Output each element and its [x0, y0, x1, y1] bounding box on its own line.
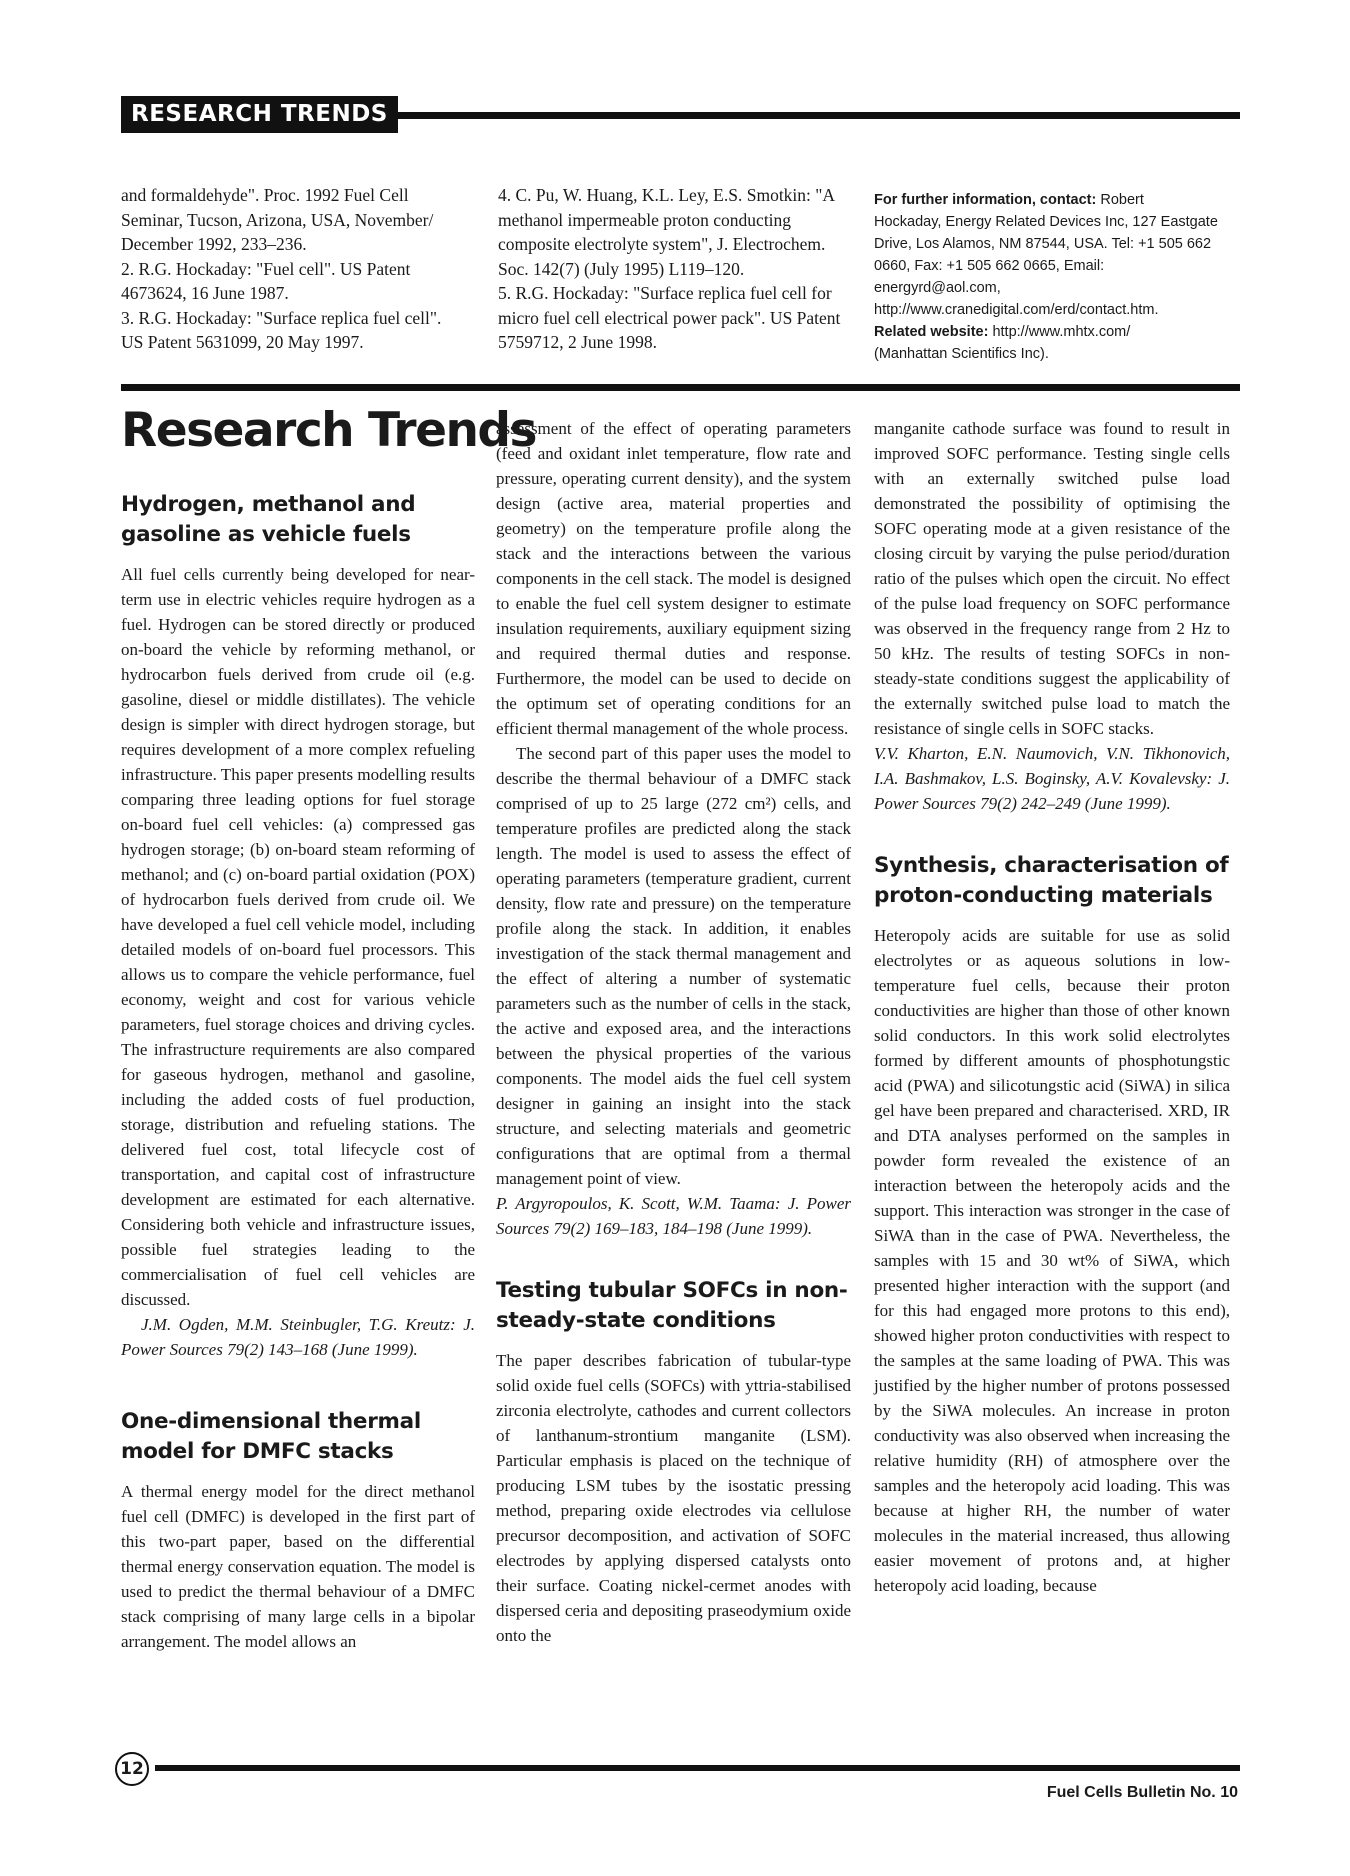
article-heading: Testing tubular SOFCs in non-steady-state conditions: [496, 1278, 848, 1333]
contact-line: 0660, Fax: +1 505 662 0665, Email:: [874, 258, 1105, 274]
article-citation: J.M. Ogden, M.M. Steinbugler, T.G. Kreutz: J. Power Sources 79(2) 143–168 (June 1999).: [121, 1315, 475, 1359]
article-column-2: [496, 416, 851, 1648]
reference-line: 4. C. Pu, W. Huang, K.L. Ley, E.S. Smotkin: "A: [498, 185, 836, 205]
journal-name: Fuel Cells Bulletin No. 10: [1046, 1784, 1238, 1801]
reference-line: composite electrolyte system", J. Electrochem.: [498, 234, 826, 254]
contact-line: Drive, Los Alamos, NM 87544, USA. Tel: +1 505 662: [874, 236, 1212, 252]
article-body: assessment of the effect of operating parameters (feed and oxidant inlet temperature, flow rate and pressure, operating current density), and the system design (active area, material properties and geometry) on the temperature profile along the stack and the interactions between the various components in the cell stack. The model is designed to enable the fuel cell system designer to estimate insulation requirements, auxiliary equipment sizing and required thermal duties and response. Furthermore, the model can be used to decide on the optimum set of operating conditions for an efficient thermal management of the whole process.: [496, 419, 851, 738]
references-column-2: [498, 183, 853, 355]
section-tag: RESEARCH TRENDS: [121, 96, 398, 133]
reference-line: 2. R.G. Hockaday: "Fuel cell". US Patent: [121, 258, 411, 279]
article-citation: V.V. Kharton, E.N. Naumovich, V.N. Tikhonovich, I.A. Bashmakov, L.S. Boginsky, A.V. Kovalevsky: J. Power Sources 79(2) 242–249 (June 1999).: [874, 744, 1230, 813]
contact-line: Hockaday, Energy Related Devices Inc, 127 Eastgate: [874, 214, 1218, 230]
reference-line: Soc. 142(7) (July 1995) L119–120.: [498, 258, 745, 279]
related-website-note: (Manhattan Scientifics Inc).: [874, 346, 1049, 362]
article-citation: P. Argyropoulos, K. Scott, W.M. Taama: J. Power Sources 79(2) 169–183, 184–198 (June 1999).: [496, 1194, 851, 1238]
article-body: The second part of this paper uses the model to describe the thermal behaviour of a DMFC stack comprised of up to 25 large (272 cm²) cells, and temperature profiles are predicted along the stack length. The model is used to assess the effect of operating parameters (temperature gradient, current density, flow rate and pressure) on the temperature profile along the stack. In addition, it enables investigation of the stack thermal management and the effect of altering a number of systematic parameters such as the number of cells in the stack, the active and exposed area, and the interactions between the physical properties of the various components. The model aids the fuel cell system designer in gaining an insight into the stack structure, and selecting materials and geometric configurations that are optimal from a thermal management point of view.: [496, 744, 851, 1188]
article-heading: One-dimensional thermal model for DMFC stacks: [121, 1409, 421, 1464]
contact-label: For further information, contact:: [874, 192, 1097, 208]
related-website-label: Related website:: [874, 324, 989, 340]
page-title: Research Trends: [121, 403, 537, 458]
spacer: [874, 816, 1230, 851]
reference-line: Seminar, Tucson, Arizona, USA, November/: [121, 209, 434, 230]
reference-line: December 1992, 233–236.: [121, 234, 307, 254]
header-rule: [395, 112, 1240, 119]
article-heading: Hydrogen, methanol and gasoline as vehicle fuels: [121, 492, 416, 547]
contact-email[interactable]: energyrd@aol.com,: [874, 280, 1001, 296]
page-number: 12: [115, 1752, 149, 1786]
contact-name: Robert: [1100, 192, 1144, 208]
reference-line: micro fuel cell electrical power pack". US Patent: [498, 307, 841, 328]
spacer: [496, 1241, 851, 1276]
contact-url[interactable]: http://www.cranedigital.com/erd/contact.htm.: [874, 302, 1159, 318]
reference-line: 3. R.G. Hockaday: "Surface replica fuel cell".: [121, 307, 442, 328]
article-column-3: [874, 416, 1230, 1598]
article-body: The paper describes fabrication of tubular-type solid oxide fuel cells (SOFCs) with yttria-stabilised zirconia electrolyte, cathodes and current collectors of lanthanum-strontium manganite (LSM). Particular emphasis is placed on the technique of producing LSM tubes by the isostatic pressing method, preparing oxide electrodes via cellulose precursor decomposition, and activation of SOFC electrodes by applying dispersed catalysts onto their surface. Coating nickel-cermet anodes with dispersed ceria and depositing praseodymium oxide onto the: [496, 1351, 851, 1645]
article-body: A thermal energy model for the direct methanol fuel cell (DMFC) is developed in the first part of this two-part paper, based on the differential thermal energy conservation equation. The model is used to predict the thermal behaviour of a DMFC stack comprising of many large cells in a bipolar arrangement. The model allows an: [121, 1482, 475, 1651]
reference-line: and formaldehyde". Proc. 1992 Fuel Cell: [121, 185, 409, 205]
article-body: Heteropoly acids are suitable for use as solid electrolytes or as aqueous solutions in low-temperature fuel cells, because their proton conductivities are higher than those of other known solid conductors. In this work solid electrolytes formed by different amounts of phosphotungstic acid (PWA) and silicotungstic acid (SiWA) in silica gel have been prepared and characterised. XRD, IR and DTA analyses performed on the samples in powder form revealed the existence of an interaction between the heteropoly acids and the support. This interaction was stronger in the case of SiWA than in the case of PWA. Nevertheless, the samples with 15 and 30 wt% of SiWA, which presented higher interaction with the support (and for this had engaged more protons to this end), showed higher proton conductivities with respect to the samples at the same loading of PWA. This was justified by the higher number of protons possessed by the SiWA molecules. An increase in proton conductivity was also observed when increasing the relative humidity (RH) of atmosphere over the samples and the heteropoly acid loading. This was because at higher RH, the number of water molecules in the material increased, thus allowing easier movement of protons and, at higher heteropoly acid loading, because: [874, 926, 1230, 1595]
reference-line: 4673624, 16 June 1987.: [121, 283, 289, 303]
related-website-line: [874, 321, 1229, 343]
article-body: All fuel cells currently being developed for near-term use in electric vehicles require hydrogen as a fuel. Hydrogen can be stored directly or produced on-board the vehicle by reforming methanol, or hydrocarbon fuels derived from crude oil (e.g. gasoline, diesel or middle distillates). The vehicle design is simpler with direct hydrogen storage, but requires development of a more complex refueling infrastructure. This paper presents modelling results comparing three leading options for fuel storage on-board fuel cell vehicles: (a) compressed gas hydrogen storage; (b) on-board steam reforming of methanol; and (c) on-board partial oxidation (POX) of hydrocarbon fuels derived from crude oil. We have developed a fuel cell vehicle model, including detailed models of on-board fuel processors. This allows us to compare the vehicle performance, fuel economy, weight and cost for various vehicle parameters, fuel storage choices and driving cycles. The infrastructure requirements are also compared for gaseous hydrogen, methanol and gasoline, including the added costs of fuel production, storage, distribution and refueling stations. The delivered fuel cost, total lifecycle cost of transportation, and capital cost of infrastructure development are estimated for each alternative. Considering both vehicle and infrastructure issues, possible fuel strategies leading to the commercialisation of fuel cell vehicles are discussed.: [121, 565, 475, 1309]
contact-info: [874, 189, 1229, 365]
section-divider: [121, 384, 1240, 391]
related-website-link[interactable]: http://www.mhtx.com/: [992, 324, 1131, 340]
article-heading: Synthesis, characterisation of proton-conducting materials: [874, 853, 1229, 908]
contact-line: [874, 189, 1229, 211]
footer-rule: [155, 1765, 1240, 1771]
reference-line: 5. R.G. Hockaday: "Surface replica fuel cell for: [498, 283, 832, 303]
article-column-1: [121, 490, 475, 1654]
article-body: manganite cathode surface was found to result in improved SOFC performance. Testing single cells with an externally switched pulse load demonstrated the possibility of optimising the SOFC operating mode at a given resistance of the closing circuit by varying the pulse period/duration ratio of the pulses which open the circuit. No effect of the pulse load frequency on SOFC performance was observed in the frequency range from 2 Hz to 50 kHz. The results of testing SOFCs in non-steady-state conditions suggest the applicability of the externally switched pulse load to match the resistance of single cells in SOFC stacks.: [874, 419, 1230, 738]
reference-line: 5759712, 2 June 1998.: [498, 332, 657, 352]
references-column-1: [121, 183, 476, 355]
reference-line: US Patent 5631099, 20 May 1997.: [121, 332, 364, 352]
spacer: [121, 1362, 475, 1407]
reference-line: methanol impermeable proton conducting: [498, 209, 792, 230]
